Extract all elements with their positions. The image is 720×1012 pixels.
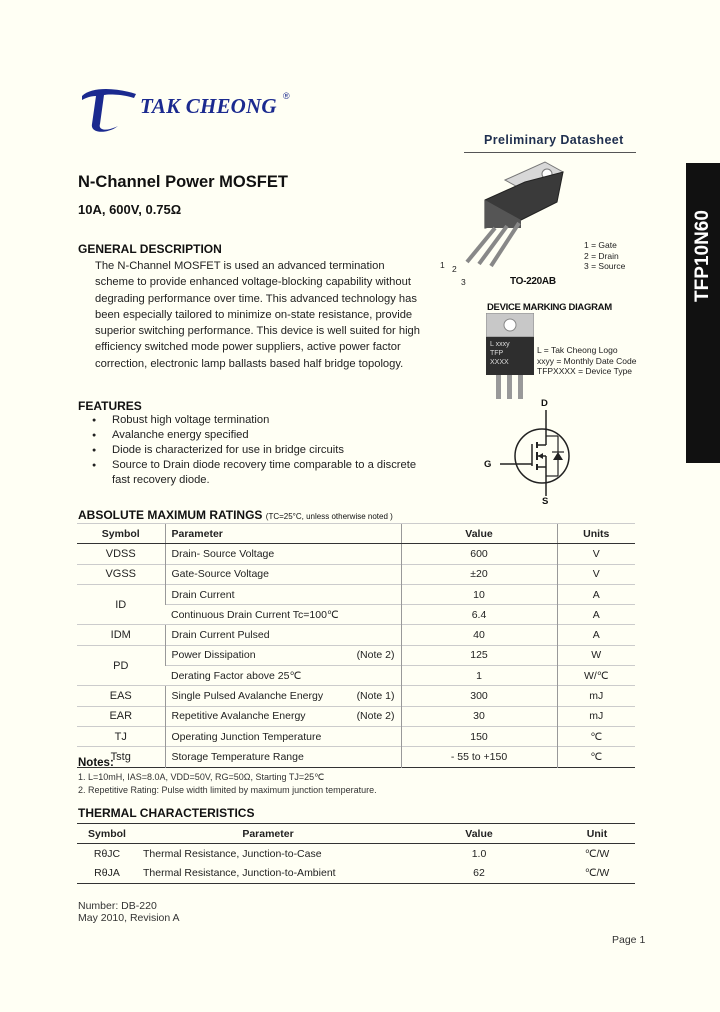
package-name: TO-220AB — [510, 276, 556, 287]
feature-item: ● Source to Drain diode recovery time comparable to a discrete fast recovery diode. — [92, 458, 422, 488]
unit-cell: ℃/W — [584, 867, 610, 880]
header-parameter: Parameter — [165, 524, 401, 544]
note-2: 2. Repetitive Rating: Pulse width limited by maximum junction temperature. — [78, 785, 377, 795]
parameter-text: Gate-Source Voltage — [171, 568, 269, 581]
value-cell: 300 — [401, 686, 557, 706]
marking-legend — [537, 345, 636, 377]
header-parameter: Parameter — [137, 824, 399, 844]
part-number-tab-text — [686, 163, 720, 463]
parameter-cell — [165, 747, 401, 767]
parameter-cell — [165, 645, 401, 665]
gate-label: G — [484, 459, 492, 470]
abs-max-body — [77, 544, 635, 767]
parameter-text: Storage Temperature Range — [171, 750, 304, 763]
pin-legend-gate: 1 = Gate — [584, 240, 617, 250]
parameter-cell: Thermal Resistance, Junction-to-Ambient — [143, 867, 336, 880]
header-symbol: Symbol — [77, 824, 137, 844]
marking-legend-logo: L = Tak Cheong Logo — [537, 345, 618, 355]
general-description-text: The N-Channel MOSFET is used an advanced termination scheme to provide enhanced voltage-blocking capability without degrading performance over time. This advanced technology has been especially tailored to minimize on-state resistance, provide superior switching performance. This device is well suited for high efficiency switched mode power suppliers, active power factor correction, electronic lamp ballasts based half bridge topology. — [95, 260, 420, 370]
parameter-text: Power Dissipation — [171, 649, 256, 662]
symbol-cell: PD — [77, 645, 165, 686]
page-subtitle: 10A, 600V, 0.75Ω — [78, 202, 182, 217]
parameter-cell — [165, 686, 401, 706]
parameter-text: Derating Factor above 25℃ — [171, 669, 302, 682]
value-cell: 600 — [401, 544, 557, 564]
parameter-cell — [165, 625, 401, 645]
parameter-cell — [165, 666, 401, 686]
parameter-cell: Thermal Resistance, Junction-to-Case — [143, 847, 322, 860]
header-unit: Unit — [559, 824, 635, 844]
abs-max-condition: (TC=25°C, unless otherwise noted ) — [265, 512, 393, 521]
parameter-note: (Note 1) — [356, 690, 395, 703]
value-cell: - 55 to +150 — [401, 747, 557, 767]
mosfet-schematic-symbol — [496, 408, 576, 498]
part-number: TFP10N60 — [692, 210, 713, 302]
symbol-cell: TJ — [77, 726, 165, 746]
parameter-cell — [165, 564, 401, 584]
value-cell: 1 — [401, 666, 557, 686]
general-description-heading: GENERAL DESCRIPTION — [78, 242, 222, 256]
table-row — [77, 726, 635, 746]
pin-legend — [584, 240, 625, 272]
pin-number-3: 3 — [461, 277, 466, 287]
parameter-text: Continuous Drain Current Tc=100℃ — [171, 608, 339, 621]
unit-cell: mJ — [557, 686, 635, 706]
parameter-text: Drain- Source Voltage — [171, 547, 275, 560]
marking-diagram-title: DEVICE MARKING DIAGRAM — [487, 302, 612, 313]
registered-mark: ® — [283, 91, 290, 101]
unit-cell: A — [557, 605, 635, 625]
abs-max-title — [78, 508, 393, 522]
value-cell: ±20 — [401, 564, 557, 584]
unit-cell: ℃ — [557, 726, 635, 746]
thermal-table — [77, 823, 635, 884]
feature-item: ● Robust high voltage termination — [92, 413, 422, 428]
marking-text — [490, 340, 510, 367]
parameter-text: Drain Current — [171, 588, 235, 601]
note-1: 1. L=10mH, IAS=8.0A, VDD=50V, RG=50Ω, Starting TJ=25℃ — [78, 772, 325, 782]
doc-status: Preliminary Datasheet — [484, 133, 624, 147]
value-cell: 6.4 — [401, 605, 557, 625]
unit-cell: V — [557, 564, 635, 584]
pin-legend-drain: 2 = Drain — [584, 250, 619, 261]
parameter-note: (Note 2) — [356, 710, 395, 723]
table-row — [77, 844, 635, 864]
table-row — [77, 864, 635, 884]
table-row — [77, 625, 635, 645]
parameter-cell — [165, 726, 401, 746]
table-header-row — [77, 824, 635, 844]
table-row — [77, 584, 635, 604]
table-row — [77, 747, 635, 767]
header-symbol: Symbol — [77, 524, 165, 544]
value-cell: 125 — [401, 645, 557, 665]
page-number: Page 1 — [612, 934, 646, 946]
value-cell: 30 — [401, 706, 557, 726]
symbol-cell: EAS — [77, 686, 165, 706]
features-list — [92, 413, 422, 488]
unit-cell: mJ — [557, 706, 635, 726]
parameter-cell — [165, 584, 401, 604]
marking-legend-type: TFPXXXX = Device Type — [537, 366, 633, 376]
marking-legend-date: xxyy = Monthly Date Code — [537, 355, 637, 366]
table-row — [77, 686, 635, 706]
value-cell: 150 — [401, 726, 557, 746]
symbol-cell: IDM — [77, 625, 165, 645]
symbol-cell: VGSS — [77, 564, 165, 584]
thermal-body — [77, 844, 635, 884]
abs-max-table — [77, 523, 635, 768]
parameter-text: Drain Current Pulsed — [171, 629, 270, 642]
parameter-cell — [165, 605, 401, 625]
page-title: N-Channel Power MOSFET — [78, 173, 288, 191]
parameter-text: Operating Junction Temperature — [171, 730, 322, 743]
symbol-cell: EAR — [77, 706, 165, 726]
revision-date: May 2010, Revision A — [78, 912, 180, 924]
unit-cell: A — [557, 625, 635, 645]
document-number: Number: DB-220 — [78, 900, 157, 912]
parameter-text: Single Pulsed Avalanche Energy — [171, 690, 324, 703]
value-cell: 62 — [473, 867, 485, 880]
symbol-cell: Tstg — [77, 747, 165, 767]
brand-name: TAK CHEONG — [140, 94, 277, 118]
source-label: S — [542, 496, 549, 507]
symbol-cell: RθJA — [94, 867, 120, 880]
value-cell: 1.0 — [471, 847, 487, 860]
header-value: Value — [399, 824, 559, 844]
features-heading: FEATURES — [78, 399, 142, 413]
table-row — [77, 544, 635, 564]
marking-line: TFP — [490, 350, 504, 357]
abs-max-title-text: ABSOLUTE MAXIMUM RATINGS — [78, 508, 263, 522]
feature-item: ● Avalanche energy specified — [92, 428, 422, 443]
pin-number-2: 2 — [452, 264, 457, 274]
parameter-note: (Note 2) — [356, 649, 395, 662]
parameter-text: Repetitive Avalanche Energy — [171, 710, 306, 723]
table-row — [77, 706, 635, 726]
pin-number-1: 1 — [440, 260, 445, 270]
unit-cell: W — [557, 645, 635, 665]
thermal-title: THERMAL CHARACTERISTICS — [78, 806, 255, 820]
tak-cheong-logo — [78, 86, 140, 134]
feature-item: ● Diode is characterized for use in bridge circuits — [92, 443, 422, 458]
symbol-cell: ID — [77, 584, 165, 625]
header-rule — [464, 152, 636, 153]
value-cell: 10 — [401, 584, 557, 604]
unit-cell: W/℃ — [557, 666, 635, 686]
table-row — [77, 645, 635, 665]
header-units: Units — [557, 524, 635, 544]
unit-cell: V — [557, 544, 635, 564]
marking-line: L xxxy — [490, 341, 510, 348]
unit-cell: ℃ — [557, 747, 635, 767]
value-cell: 40 — [401, 625, 557, 645]
header-value: Value — [401, 524, 557, 544]
symbol-cell: RθJC — [93, 847, 121, 860]
pin-legend-source: 3 = Source — [584, 261, 626, 271]
symbol-cell: VDSS — [77, 544, 165, 564]
parameter-cell — [165, 706, 401, 726]
to220-package-image — [445, 160, 595, 275]
unit-cell: ℃/W — [584, 847, 610, 860]
notes-heading: Notes: — [78, 757, 114, 769]
table-row — [77, 564, 635, 584]
unit-cell: A — [557, 584, 635, 604]
marking-line: XXXX — [490, 359, 509, 366]
drain-label: D — [541, 398, 548, 409]
table-header-row — [77, 524, 635, 544]
parameter-cell — [165, 544, 401, 564]
